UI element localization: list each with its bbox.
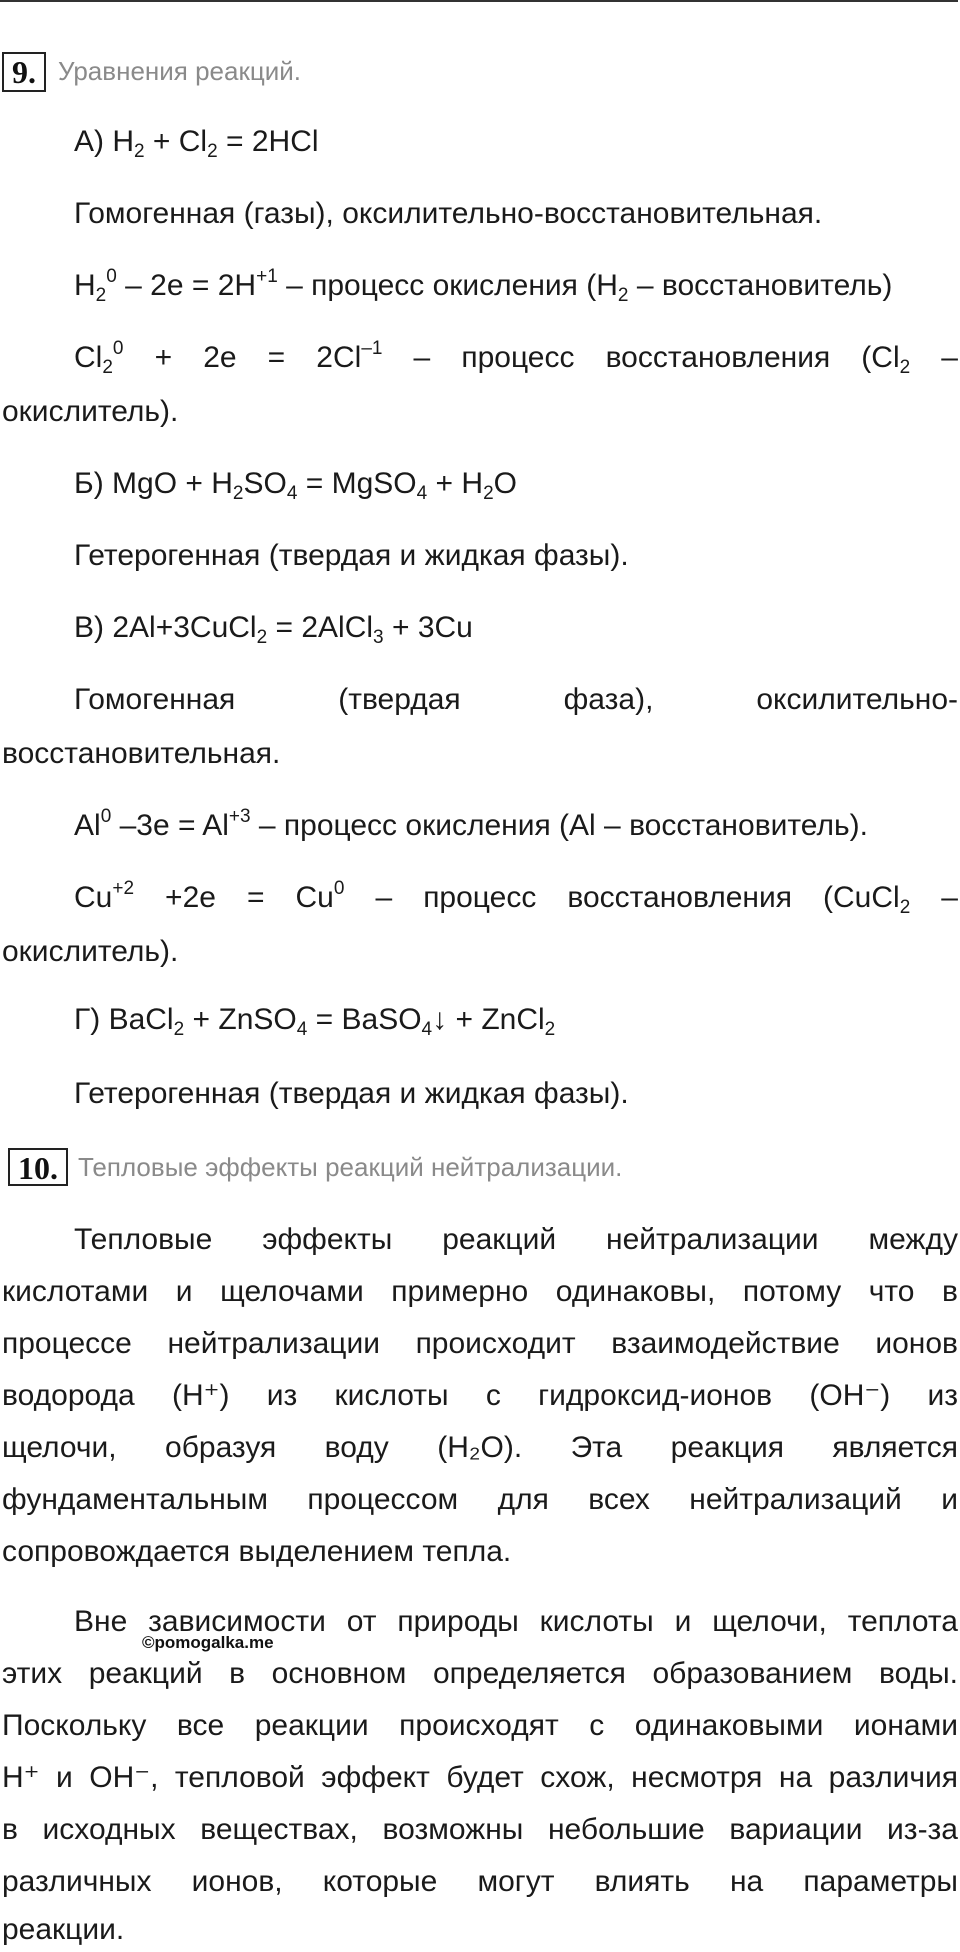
task-number-10: 10. — [8, 1148, 68, 1186]
top-rule — [0, 0, 958, 2]
task-number-9: 9. — [2, 52, 46, 92]
para1-line1: Тепловые эффекты реакций нейтрализации между — [74, 1223, 958, 1256]
reaction-type-c-line2: восстановительная. — [2, 737, 281, 770]
para1-line6: фундаментальным процессом для всех нейтрализаций и — [2, 1483, 958, 1516]
reaction-type-a: Гомогенная (газы), оксилительно-восстановительная. — [74, 197, 823, 230]
equation-a: А) $H_2 + Cl_2 = 2HCl$ — [74, 125, 319, 162]
reaction-type-d: Гетерогенная (твердая и жидкая фазы). — [74, 1077, 629, 1110]
task-title-9: Уравнения реакций. — [58, 56, 302, 86]
para2-line7: реакции. — [2, 1913, 125, 1946]
reduction-c-line1: $Cu^{+2} +2e = Cu^0$ – процесс восстановления (CuCl$_2$ – — [74, 878, 958, 918]
task-title-10: Тепловые эффекты реакций нейтрализации. — [78, 1152, 623, 1182]
para2-line5: в исходных веществах, возможны небольшие вариации из-за — [2, 1813, 958, 1846]
para2-line1: Вне зависимости от природы кислоты и щелочи, теплота — [74, 1605, 958, 1638]
para1-line3: процессе нейтрализации происходит взаимодействие ионов — [2, 1327, 958, 1360]
oxidation-c: Al$^0$ $-3e = Al^{+3}$ – процесс окисления (Al – восстановитель). — [74, 806, 868, 842]
para2-line6: различных ионов, которые могут влиять на параметры — [2, 1865, 958, 1898]
para1-line5: щелочи, образуя воду (H₂O). Эта реакция является — [2, 1431, 958, 1464]
reaction-type-b: Гетерогенная (твердая и жидкая фазы). — [74, 539, 629, 572]
para2-line2: этих реакций в основном определяется образованием воды. — [2, 1657, 958, 1690]
reduction-c-line2: окислитель). — [2, 935, 179, 968]
para2-line4: H⁺ и OH⁻, тепловой эффект будет схож, несмотря на различия — [2, 1761, 958, 1794]
para2-line3: Поскольку все реакции происходят с одинаковыми ионами — [2, 1709, 958, 1742]
oxidation-a: $H_2^0 - 2e = 2H^{+1}$ – процесс окисления ($H_2$ – восстановитель) — [74, 266, 893, 306]
equation-b: Б) MgO + $H_2SO_4$ = MgSO$_4$ + $H_2O$ — [74, 467, 517, 504]
equation-d: Г) BaCl$_2$ + ZnSO$_4$ = BaSO$_4$↓ + ZnCl$_2$ — [74, 1003, 556, 1040]
watermark: ©pomogalka.me — [142, 1633, 274, 1652]
equation-c: В) 2Al+3CuCl$_2$ = 2AlCl$_3$ + 3Cu — [74, 611, 473, 648]
para1-line7: сопровождается выделением тепла. — [2, 1535, 512, 1568]
reduction-a-line2: окислитель). — [2, 395, 179, 428]
reduction-a-line1: $Cl_2^0 + 2e = 2Cl^{-1}$ – процесс восстановления ($Cl_2$ – — [74, 338, 958, 378]
para1-line2: кислотами и щелочами примерно одинаковы, потому что в — [2, 1275, 958, 1308]
reaction-type-c-line1: Гомогенная (твердая фаза), оксилительно- — [74, 683, 958, 716]
para1-line4: водорода (H⁺) из кислоты с гидроксид-ионов (OH⁻) из — [2, 1379, 958, 1412]
